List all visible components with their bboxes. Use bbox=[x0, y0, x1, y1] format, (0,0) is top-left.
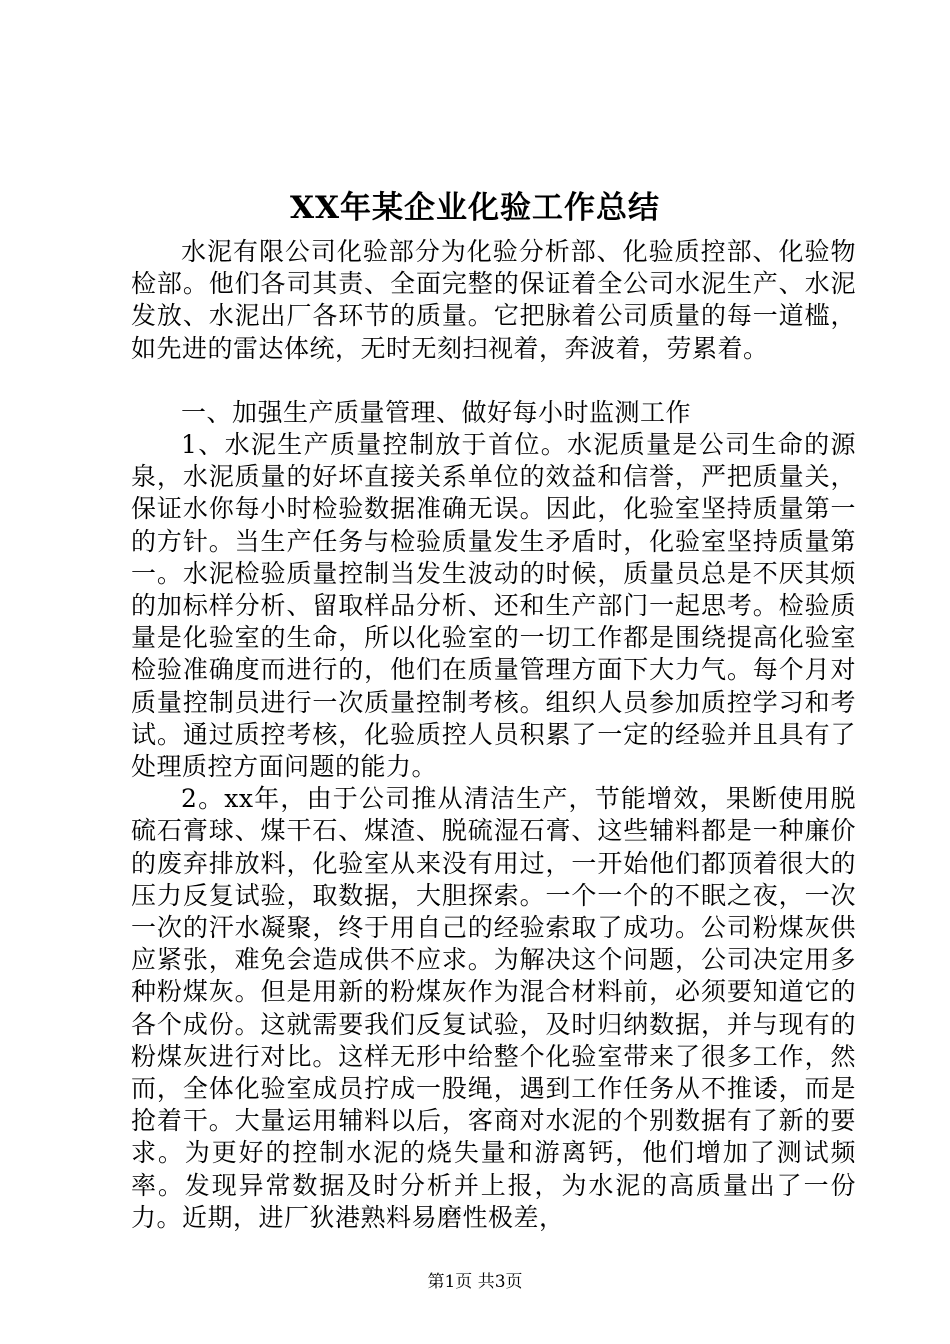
paragraph-spacer bbox=[131, 365, 856, 397]
document-body bbox=[131, 236, 856, 1234]
intro-paragraph: 水泥有限公司化验部分为化验分析部、化验质控部、化验物检部。他们各司其责、全面完整的保证着全公司水泥生产、水泥发放、水泥出厂各环节的质量。它把脉着公司质量的每一道槛，如先进的雷达体统，无时无刻扫视着，奔波着，劳累着。 bbox=[131, 237, 856, 363]
section-heading: 一、加强生产质量管理、做好每小时监测工作 bbox=[181, 397, 692, 427]
item-paragraph-1: 1、水泥生产质量控制放于首位。水泥质量是公司生命的源泉，水泥质量的好坏直接关系单位的效益和信誉，严把质量关，保证水你每小时检验数据准确无误。因此，化验室坚持质量第一的方针。当生产任务与检验质量发生矛盾时，化验室坚持质量第一。水泥检验质量控制当发生波动的时候，质量员总是不厌其烦的加标样分析、留取样品分析、还和生产部门一起思考。检验质量是化验室的生命，所以化验室的一切工作都是围绕提高化验室检验准确度而进行的，他们在质量管理方面下大力气。每个月对质量控制员进行一次质量控制考核。组织人员参加质控学习和考试。通过质控考核，化验质控人员积累了一定的经验并且具有了处理质控方面问题的能力。 bbox=[131, 430, 856, 782]
item-paragraph-2: 2。xx年，由于公司推从清洁生产，节能增效，果断使用脱硫石膏球、煤干石、煤渣、脱硫湿石膏、这些辅料都是一种廉价的废弃排放料，化验室从来没有用过，一开始他们都顶着很大的压力反复试验，取数据，大胆探索。一个一个的不眠之夜，一次一次的汗水凝聚，终于用自己的经验索取了成功。公司粉煤灰供应紧张，难免会造成供不应求。为解决这个问题，公司决定用多种粉煤灰。但是用新的粉煤灰作为混合材料前，必须要知道它的各个成份。这就需要我们反复试验，及时归纳数据，并与现有的粉煤灰进行对比。这样无形中给整个化验室带来了很多工作，然而，全体化验室成员拧成一股绳，遇到工作任务从不推诿，而是抢着干。大量运用辅料以后，客商对水泥的个别数据有了新的要求。为更好的控制水泥的烧失量和游离钙，他们增加了测试频率。发现异常数据及时分析并上报，为水泥的高质量出了一份力。近期，进厂狄港熟料易磨性极差， bbox=[131, 784, 856, 1232]
document-title: XX年某企业化验工作总结 bbox=[289, 190, 661, 226]
page-footer: 第1页 共3页 bbox=[427, 1272, 523, 1292]
